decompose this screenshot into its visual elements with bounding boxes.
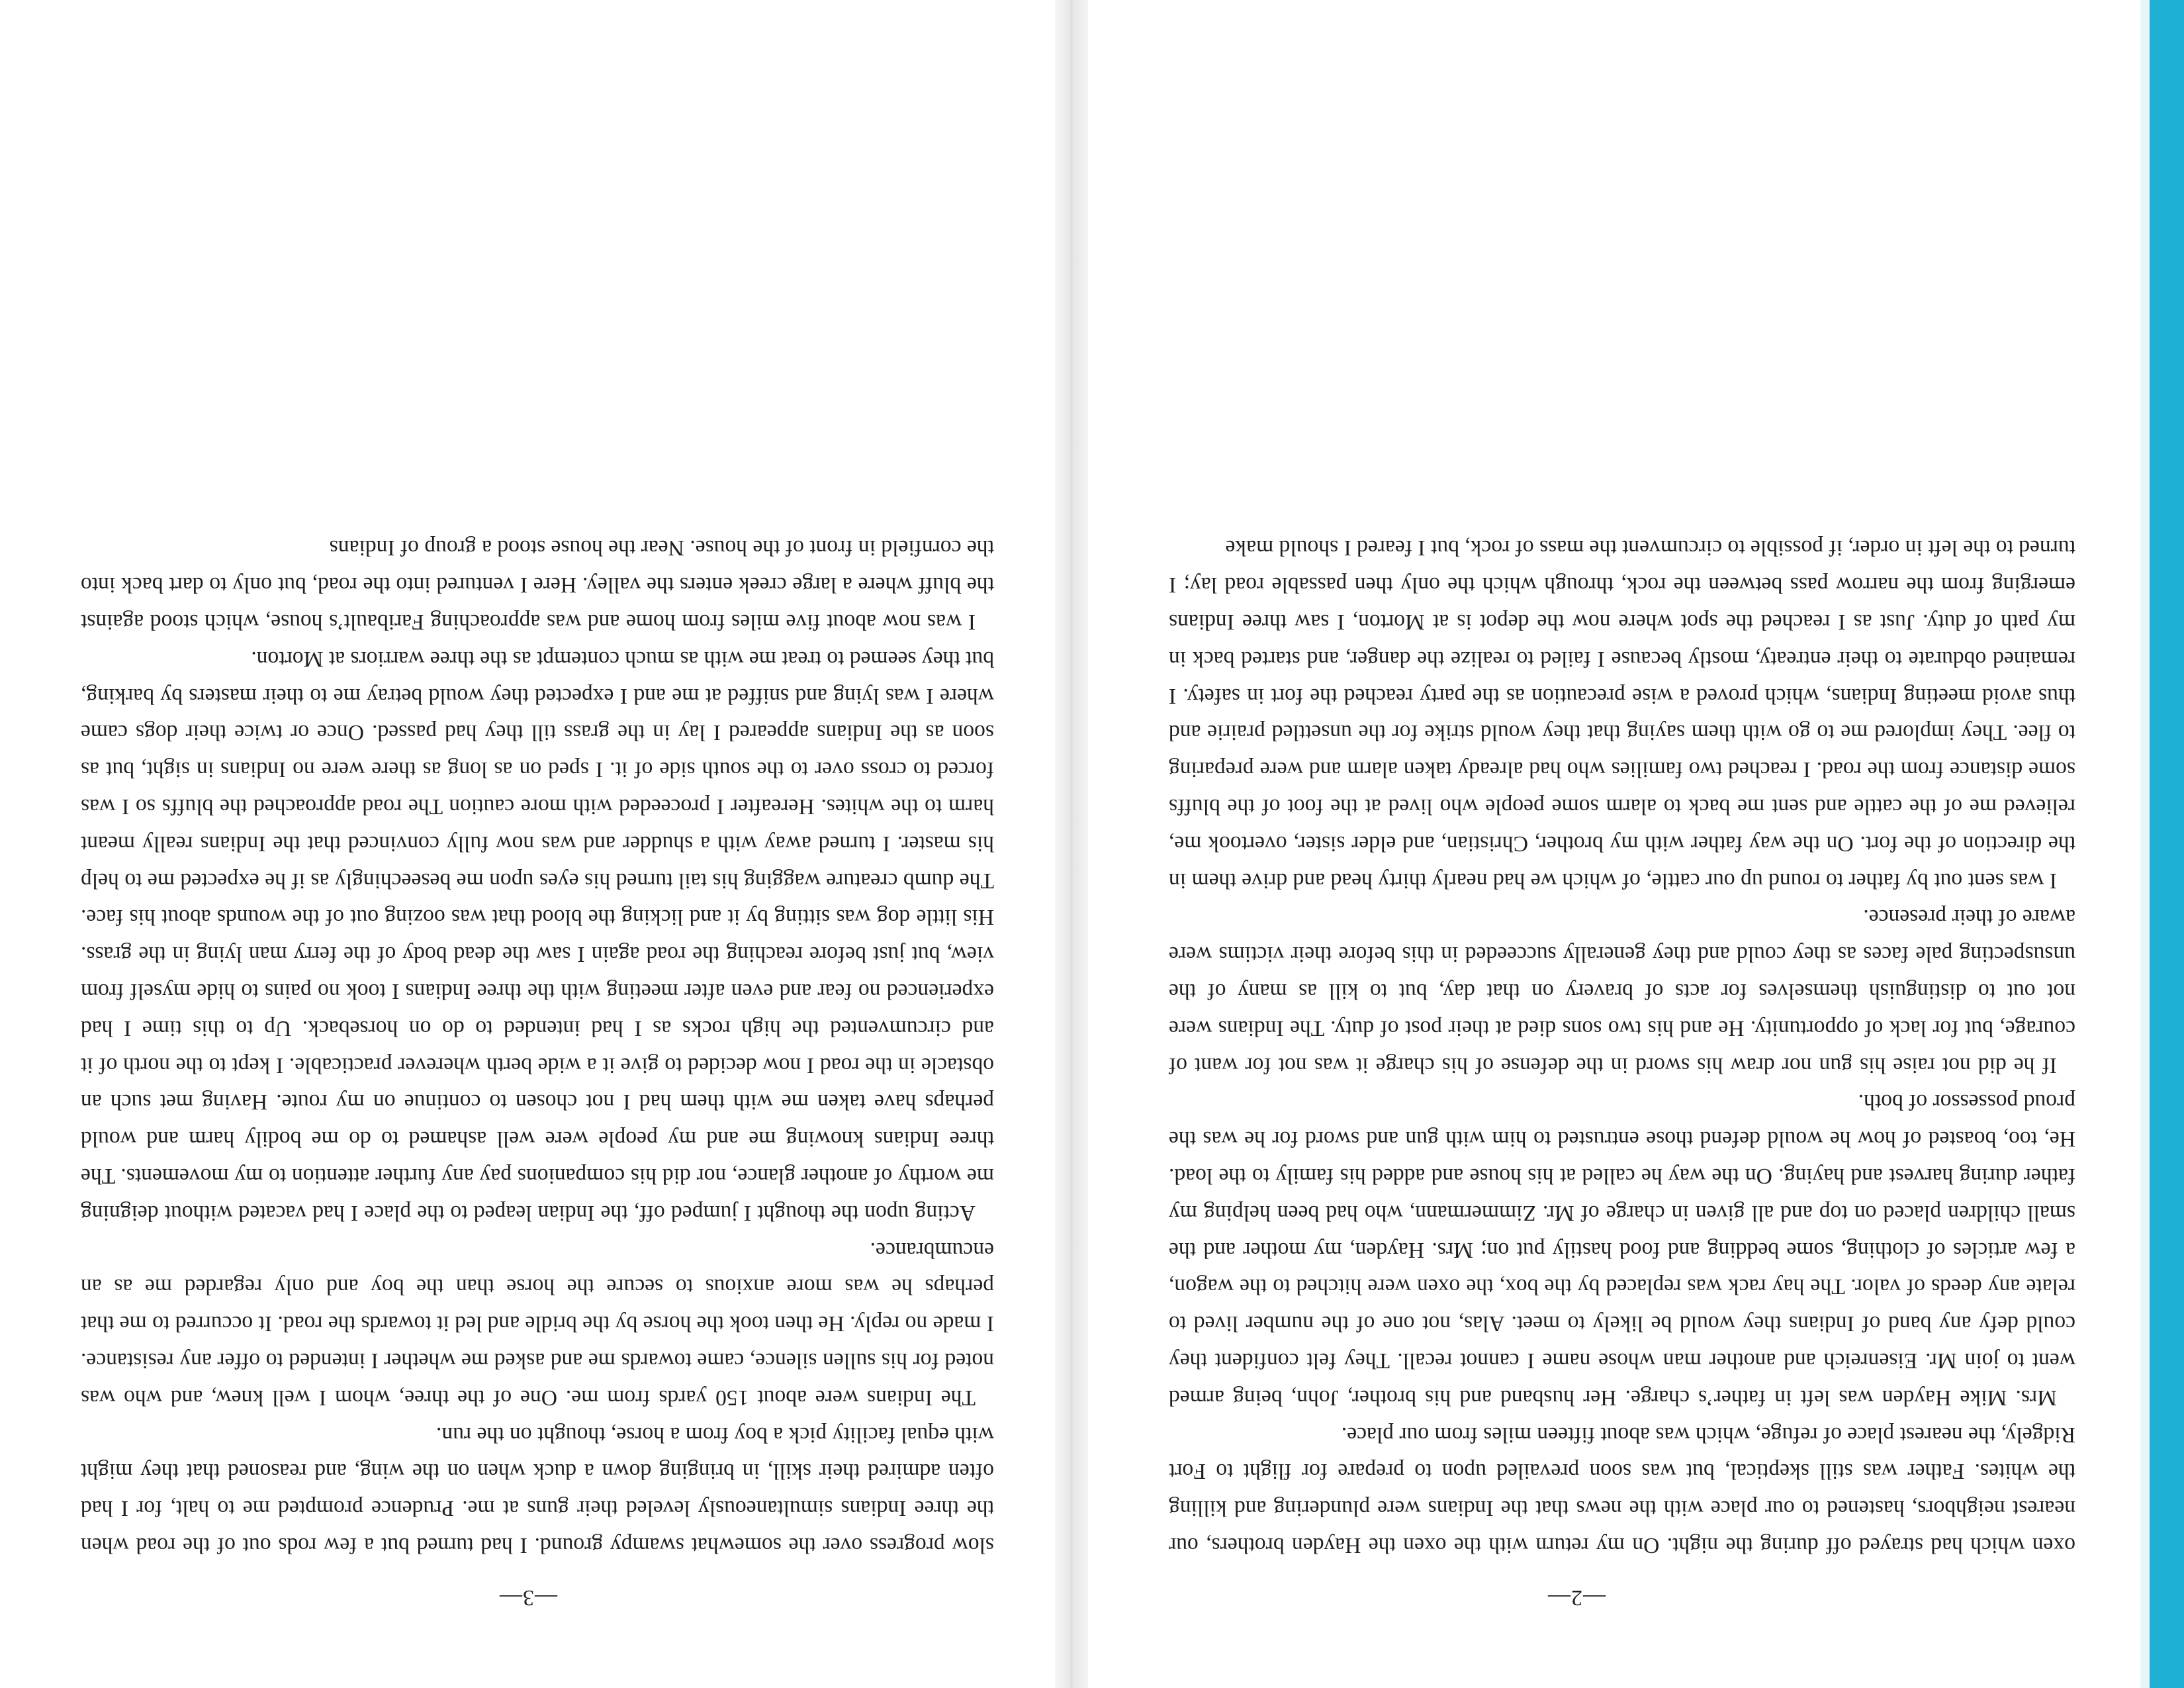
- page-number: —2—: [1547, 1585, 1606, 1610]
- page-2: [1088, 0, 2140, 1688]
- cover-edge-highlight: [2140, 0, 2150, 1688]
- paragraph: slow progress over the somewhat swampy ground. I had turned but a few rods out of the road when the three Indians simultaneously leveled their guns at me. Prudence prompted me to halt, for I had often admired their skill, in bringing down a duck when on the wing, and reasoned that they might with equal facility pick a boy from a horse, thought on the run.: [81, 1422, 994, 1558]
- paragraph: If he did not raise his gun nor draw his sword in the defense of his charge it was not for want of courage, but for lack of opportunity. He and his two sons died at their post of duty. The Indians were not out to distinguish themselves for acts of bravery on that day, but to kill as many of the unsuspecting pale faces as they could and they generally succeeded in this before their victims were aware of their presence.: [1169, 905, 2075, 1078]
- page-number: —3—: [499, 1585, 557, 1610]
- paragraph: Mrs. Mike Hayden was left in father’s charge. Her husband and his brother, John, being armed went to join Mr. Eisenreich and another man whose name I cannot recall. They felt confident they could defy any band of Indians they would be likely to meet. Alas, not one of the number lived to relate any deeds of valor. The hay rack was replaced by the box, the oxen were hitched to the wagon, a few articles of clothing, some bedding and food hastily put on; Mrs. Hayden, my mother and the small children placed on top and all given in charge of Mr. Zimmermann, who had been helping my father during harvest and haying. On the way he called at his house and added his family to the load. He, too, boasted of how he would defend those entrusted to him with gun and sword for he was the proud possessor of both.: [1169, 1090, 2075, 1410]
- paragraph: The Indians were about 150 yards from me. One of the three, whom I well knew, and who was noted for his sullen silence, came towards me and asked me whether I intended to offer any resistance. I made no reply. He then took the horse by the bridle and led it towards the road. It occurred to me that perhaps he was more anxious to secure the horse than the boy and only regarded me as an encumbrance.: [81, 1237, 994, 1410]
- book-cover-edge: [2140, 0, 2184, 1688]
- paragraph: I was now about five miles from home and was approaching Faribault’s house, which stood against the bluff where a large creek enters the valley. Here I ventured into the road, but only to dart back into the cornfield in front of the house. Near the house stood a group of Indians: [81, 536, 994, 635]
- page-text: [1169, 530, 2075, 1564]
- page-text: [81, 530, 994, 1564]
- book-gutter: [1055, 0, 1088, 1688]
- paragraph: oxen which had strayed off during the night. On my return with the oxen the Hayden brothers, our nearest neighbors, hastened to our place with the news that the Indians were plundering and killing the whites. Father was still skeptical, but was soon prevailed upon to prepare for flight to Fort Ridgely, the nearest place of refuge, which was about fifteen miles from our place.: [1169, 1422, 2075, 1558]
- paragraph: I was sent out by father to round up our cattle, of which we had nearly thirty head and drive them in the direction of the fort. On the way father with my brother, Christian, and elder sister, overtook me, relieved me of the cattle and sent me back to alarm some people who lived at the foot of the bluffs some distance from the road. I reached two families who had already taken alarm and were preparing to flee. They implored me to go with them saying that they would strike for the unsettled prairie and thus avoid meeting Indians, which proved a wise precaution as the party reached the fort in safety. I remained obdurate to their entreaty, mostly because I failed to realize the danger, and started back in my path of duty. Just as I reached the spot where now the depot is at Morton, I saw three Indians emerging from the narrow pass between the rock, through which the only then passable road lay; I turned to the left in order, if possible to circumvent the mass of rock, but I feared I should make: [1169, 536, 2075, 893]
- paragraph: Acting upon the thought I jumped off, the Indian leaped to the place I had vacated without deigning me worthy of another glance, nor did his companions pay any further attention to my movements. The three Indians knowing me and my people were well ashamed to do me bodily harm and would perhaps have taken me with them had I not chosen to continue on my route. Having met such an obstacle in the road I now decided to give it a wide berth wherever practicable. I kept to the north of it and circumvented the high rocks as I had intended to do on horseback. Up to this time I had experienced no fear and even after meeting with the three Indians I took no pains to hide myself from view, but just before reaching the road again I saw the dead body of the ferry man lying in the grass. His little dog was sitting by it and licking the blood that was oozing out of the wounds about his face. The dumb creature wagging his tail turned his eyes upon me beseechingly as if he expected me to help his master. I turned away with a shudder and was now fully convinced that the Indians really meant harm to the whites. Hereafter I proceeded with more caution The road approached the bluffs so I was forced to cross over to the south side of it. I sped on as long as there were no Indians in sight, but as soon as the Indians appeared I lay in the grass till they had passed. Once or twice their dogs came where I was lying and sniffed at me and I expected they would betray me to their masters by barking, but they seemed to treat me with as much contempt as the three warriors at Morton.: [81, 646, 994, 1225]
- page-3: [0, 0, 1055, 1688]
